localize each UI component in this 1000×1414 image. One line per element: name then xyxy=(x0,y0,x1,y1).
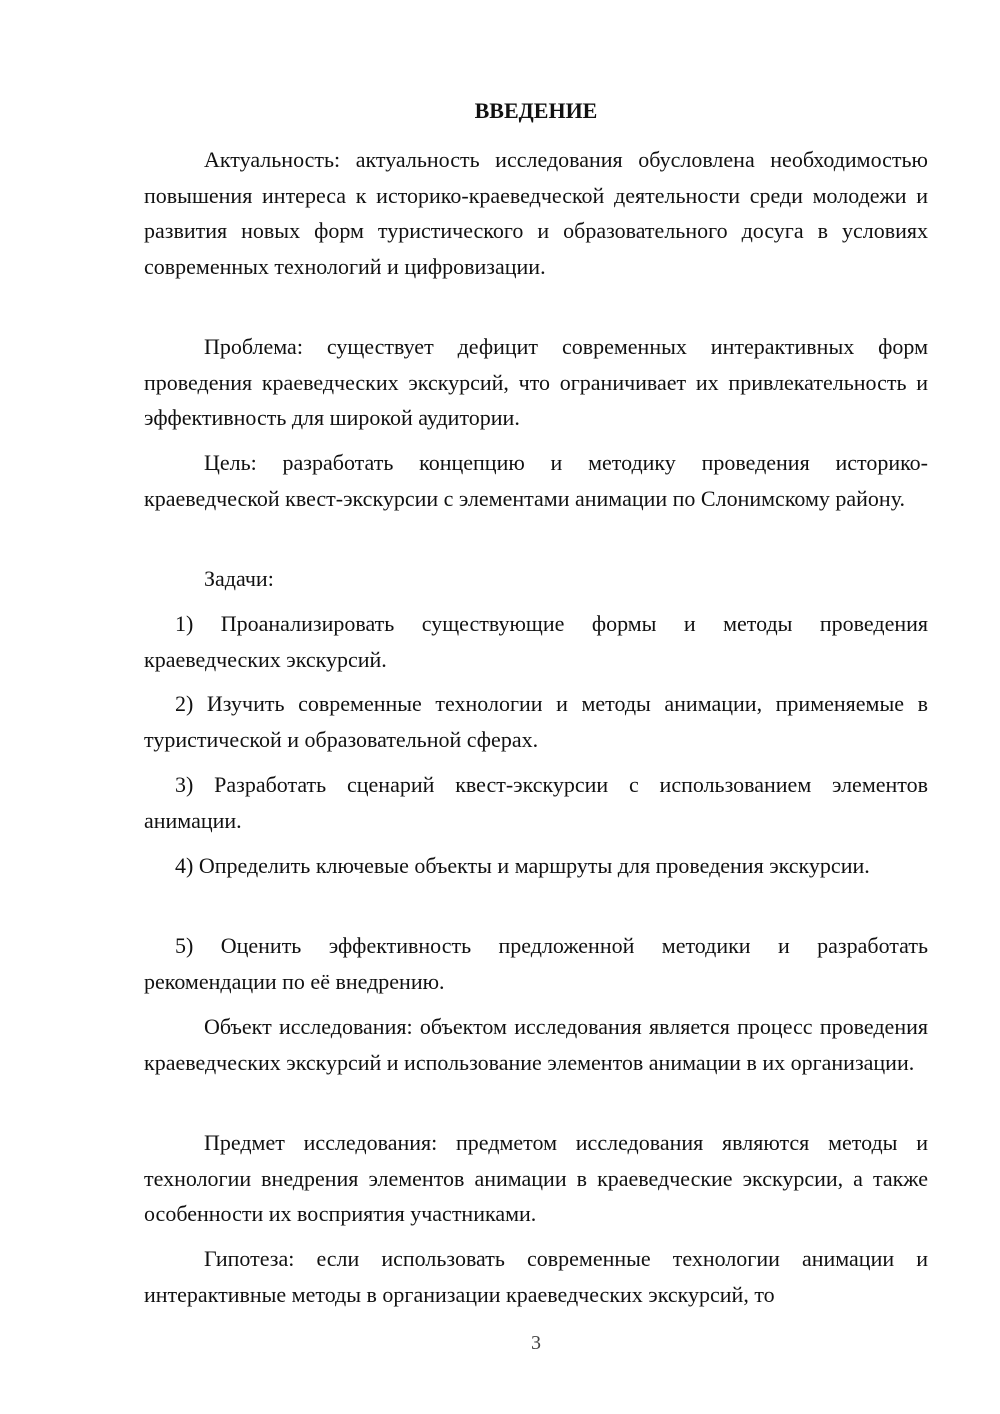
hypothesis-paragraph: Гипотеза: если использовать современные технологии анимации и интерактивные методы в организации краеведческих экскурсий, то xyxy=(144,1246,928,1307)
task-item-3: 3) Разработать сценарий квест-экскурсии с использованием элементов анимации. xyxy=(144,772,928,833)
page-title: ВВЕДЕНИЕ xyxy=(474,98,598,123)
task-item-1: 1) Проанализировать существующие формы и методы проведения краеведческих экскурсий. xyxy=(144,611,928,672)
problem-paragraph: Проблема: существует дефицит современных интерактивных форм проведения краеведческих экскурсий, что ограничивает их привлекательность и эффективность для широкой аудитории. xyxy=(144,334,928,430)
page-number: 3 xyxy=(531,1332,541,1354)
task-item-4: 4) Определить ключевые объекты и маршруты для проведения экскурсии. xyxy=(175,853,870,878)
task-item-5: 5) Оценить эффективность предложенной методики и разработать рекомендации по её внедрению. xyxy=(144,933,928,994)
subject-paragraph: Предмет исследования: предметом исследования являются методы и технологии внедрения элементов анимации в краеведческие экскурсии, а также особенности их восприятия участниками. xyxy=(144,1130,928,1226)
task-item-2: 2) Изучить современные технологии и методы анимации, применяемые в туристической и образовательной сферах. xyxy=(144,691,928,752)
relevance-paragraph: Актуальность: актуальность исследования обусловлена необходимостью повышения интереса к историко-краеведческой деятельности среди молодежи и развития новых форм туристического и образовательного досуга в условиях современных технологий и цифровизации. xyxy=(144,147,928,279)
tasks-label: Задачи: xyxy=(204,566,274,591)
goal-paragraph: Цель: разработать концепцию и методику проведения историко-краеведческой квест-экскурсии с элементами анимации по Слонимскому району. xyxy=(144,450,928,511)
object-paragraph: Объект исследования: объектом исследования является процесс проведения краеведческих экскурсий и использование элементов анимации в их организации. xyxy=(144,1014,928,1075)
